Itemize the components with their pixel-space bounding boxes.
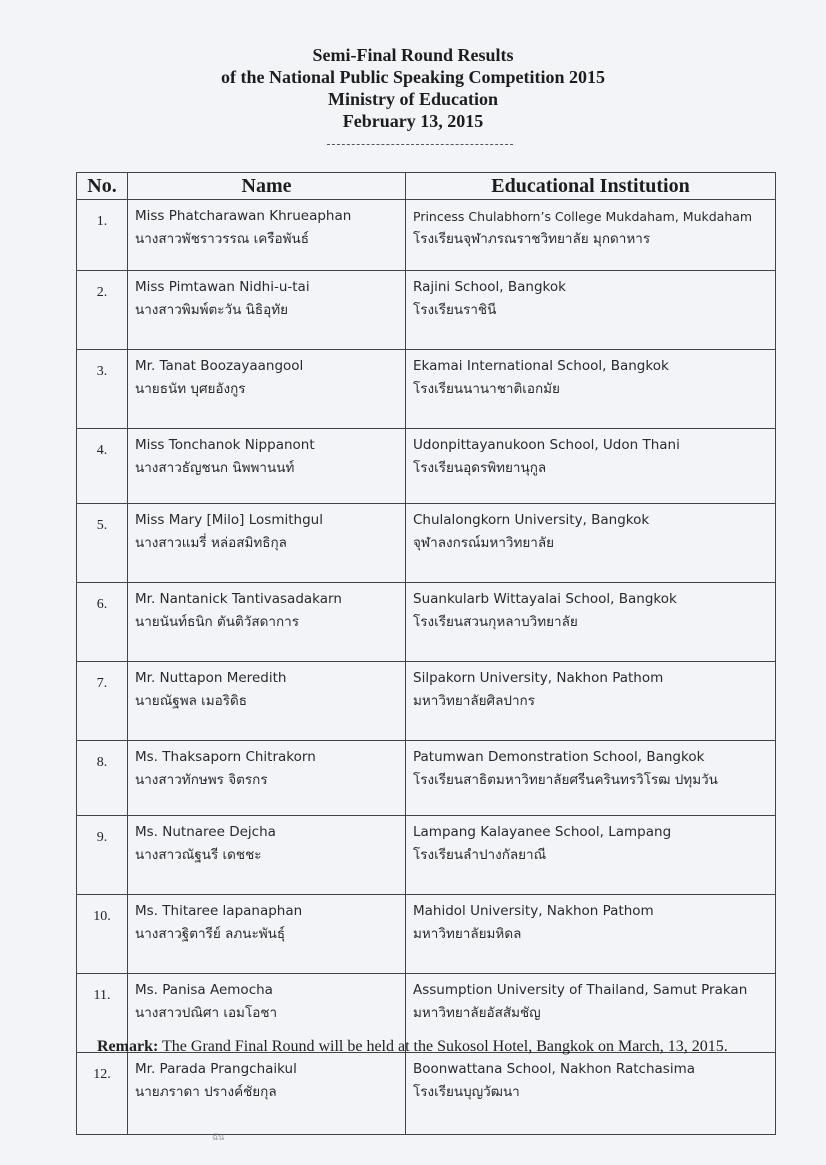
row-number: 12. xyxy=(77,1053,128,1135)
title-line-1: Semi-Final Round Results xyxy=(312,45,514,65)
name-cell xyxy=(128,895,406,974)
institution-thai: โรงเรียนนานาชาติเอกมัย xyxy=(413,381,560,397)
name-thai: นายภราดา ปรางค์ชัยกุล xyxy=(135,1084,277,1100)
footer-mark: ฉัน xyxy=(212,1133,225,1143)
name-english: Mr. Nantanick Tantivasadakarn xyxy=(135,591,342,607)
institution-cell xyxy=(406,895,776,974)
table-row xyxy=(77,583,776,662)
table-row xyxy=(77,816,776,895)
name-cell xyxy=(128,816,406,895)
row-number: 3. xyxy=(77,350,128,429)
table-row xyxy=(77,200,776,271)
name-english: Miss Phatcharawan Khrueaphan xyxy=(135,208,352,224)
table-header-row xyxy=(77,173,776,200)
table-row xyxy=(77,350,776,429)
institution-thai: มหาวิทยาลัยอัสสัมชัญ xyxy=(413,1005,541,1021)
institution-cell xyxy=(406,504,776,583)
institution-english: Princess Chulabhorn’s College Mukdaham, Mukdaham xyxy=(413,209,753,224)
institution-cell xyxy=(406,583,776,662)
institution-english: Rajini School, Bangkok xyxy=(413,279,566,295)
table-row xyxy=(77,895,776,974)
institution-thai: มหาวิทยาลัยศิลปากร xyxy=(413,693,535,709)
name-cell xyxy=(128,200,406,271)
institution-cell xyxy=(406,350,776,429)
name-english: Ms. Thitaree lapanaphan xyxy=(135,903,303,919)
institution-english: Suankularb Wittayalai School, Bangkok xyxy=(413,591,677,607)
remark-label: Remark: xyxy=(97,1038,159,1055)
name-cell xyxy=(128,429,406,504)
institution-cell xyxy=(406,662,776,741)
institution-thai: มหาวิทยาลัยมหิดล xyxy=(413,926,522,942)
row-number: 5. xyxy=(77,504,128,583)
row-number: 11. xyxy=(77,974,128,1053)
name-english: Miss Pimtawan Nidhi-u-tai xyxy=(135,279,310,295)
name-cell xyxy=(128,504,406,583)
row-number: 9. xyxy=(77,816,128,895)
name-english: Miss Mary [Milo] Losmithgul xyxy=(135,512,323,528)
name-cell xyxy=(128,350,406,429)
table-row xyxy=(77,741,776,816)
table-row xyxy=(77,271,776,350)
column-header-institution: Educational Institution xyxy=(406,173,776,200)
remark-note xyxy=(97,1038,797,1056)
table-row xyxy=(77,429,776,504)
name-english: Mr. Parada Prangchaikul xyxy=(135,1061,297,1077)
name-thai: นายนันท์ธนิก ตันติวัสดาการ xyxy=(135,614,299,630)
institution-cell xyxy=(406,429,776,504)
name-english: Mr. Nuttapon Meredith xyxy=(135,670,287,686)
institution-thai: โรงเรียนสวนกุหลาบวิทยาลัย xyxy=(413,614,578,630)
name-english: Ms. Nutnaree Dejcha xyxy=(135,824,276,840)
institution-cell xyxy=(406,741,776,816)
name-thai: นางสาวพัชราวรรณ เครือพันธ์ xyxy=(135,231,309,247)
institution-cell xyxy=(406,200,776,271)
results-table xyxy=(76,172,776,1135)
institution-cell xyxy=(406,816,776,895)
institution-english: Ekamai International School, Bangkok xyxy=(413,358,669,374)
institution-english: Silpakorn University, Nakhon Pathom xyxy=(413,670,664,686)
table-row xyxy=(77,662,776,741)
name-thai: นางสาวแมรี่ หล่อสมิทธิกุล xyxy=(135,535,287,551)
name-thai: นายธนัท บุศยอังกูร xyxy=(135,381,246,397)
institution-english: Patumwan Demonstration School, Bangkok xyxy=(413,749,705,765)
name-thai: นางสาวธัญชนก นิพพานนท์ xyxy=(135,460,295,476)
institution-english: Lampang Kalayanee School, Lampang xyxy=(413,824,672,840)
name-cell xyxy=(128,741,406,816)
row-number: 10. xyxy=(77,895,128,974)
institution-cell xyxy=(406,271,776,350)
name-thai: นางสาวปณิศา เอมโอชา xyxy=(135,1005,278,1021)
name-thai: นางสาวณัฐนรี เดชชะ xyxy=(135,847,262,863)
name-thai: นางสาวทักษพร จิตรกร xyxy=(135,772,268,788)
name-cell xyxy=(128,1053,406,1135)
name-thai: นางสาวฐิตารีย์ ลภนะพันธุ์ xyxy=(135,926,286,942)
institution-thai: โรงเรียนราชินี xyxy=(413,302,497,318)
institution-thai: โรงเรียนจุฬาภรณราชวิทยาลัย มุกดาหาร xyxy=(413,231,651,247)
institution-english: Chulalongkorn University, Bangkok xyxy=(413,512,650,528)
name-english: Mr. Tanat Boozayaangool xyxy=(135,358,304,374)
row-number: 7. xyxy=(77,662,128,741)
remark-text: The Grand Final Round will be held at the Sukosol Hotel, Bangkok on March, 13, 2015. xyxy=(158,1038,728,1055)
institution-thai: โรงเรียนลำปางกัลยาณี xyxy=(413,847,547,863)
column-header-name: Name xyxy=(128,173,406,200)
title-date: February 13, 2015 xyxy=(342,111,484,131)
row-number: 4. xyxy=(77,429,128,504)
table-row xyxy=(77,1053,776,1135)
row-number: 6. xyxy=(77,583,128,662)
name-english: Ms. Thaksaporn Chitrakorn xyxy=(135,749,316,765)
name-english: Miss Tonchanok Nippanont xyxy=(135,437,315,453)
name-cell xyxy=(128,583,406,662)
row-number: 1. xyxy=(77,200,128,271)
institution-english: Udonpittayanukoon School, Udon Thani xyxy=(413,437,680,453)
row-number: 8. xyxy=(77,741,128,816)
institution-english: Boonwattana School, Nakhon Ratchasima xyxy=(413,1061,695,1077)
row-number: 2. xyxy=(77,271,128,350)
institution-thai: โรงเรียนสาธิตมหาวิทยาลัยศรีนครินทรวิโรฒ ปทุมวัน xyxy=(413,772,718,788)
institution-cell xyxy=(406,1053,776,1135)
table-row xyxy=(77,504,776,583)
column-header-no: No. xyxy=(77,173,128,200)
name-english: Ms. Panisa Aemocha xyxy=(135,982,273,998)
title-line-2: of the National Public Speaking Competition 2015 xyxy=(220,67,606,87)
institution-english: Assumption University of Thailand, Samut Prakan xyxy=(413,982,748,998)
name-thai: นางสาวพิมพ์ตะวัน นิธิอุทัย xyxy=(135,302,289,318)
institution-thai: โรงเรียนอุดรพิทยานุกูล xyxy=(413,460,547,476)
institution-thai: จุฬาลงกรณ์มหาวิทยาลัย xyxy=(413,535,555,551)
name-cell xyxy=(128,271,406,350)
document-header xyxy=(0,44,826,132)
institution-english: Mahidol University, Nakhon Pathom xyxy=(413,903,654,919)
name-thai: นายณัฐพล เมอริดิธ xyxy=(135,693,248,709)
name-cell xyxy=(128,662,406,741)
header-divider xyxy=(327,144,513,145)
title-line-3: Ministry of Education xyxy=(327,89,498,109)
institution-thai: โรงเรียนบุญวัฒนา xyxy=(413,1084,520,1100)
